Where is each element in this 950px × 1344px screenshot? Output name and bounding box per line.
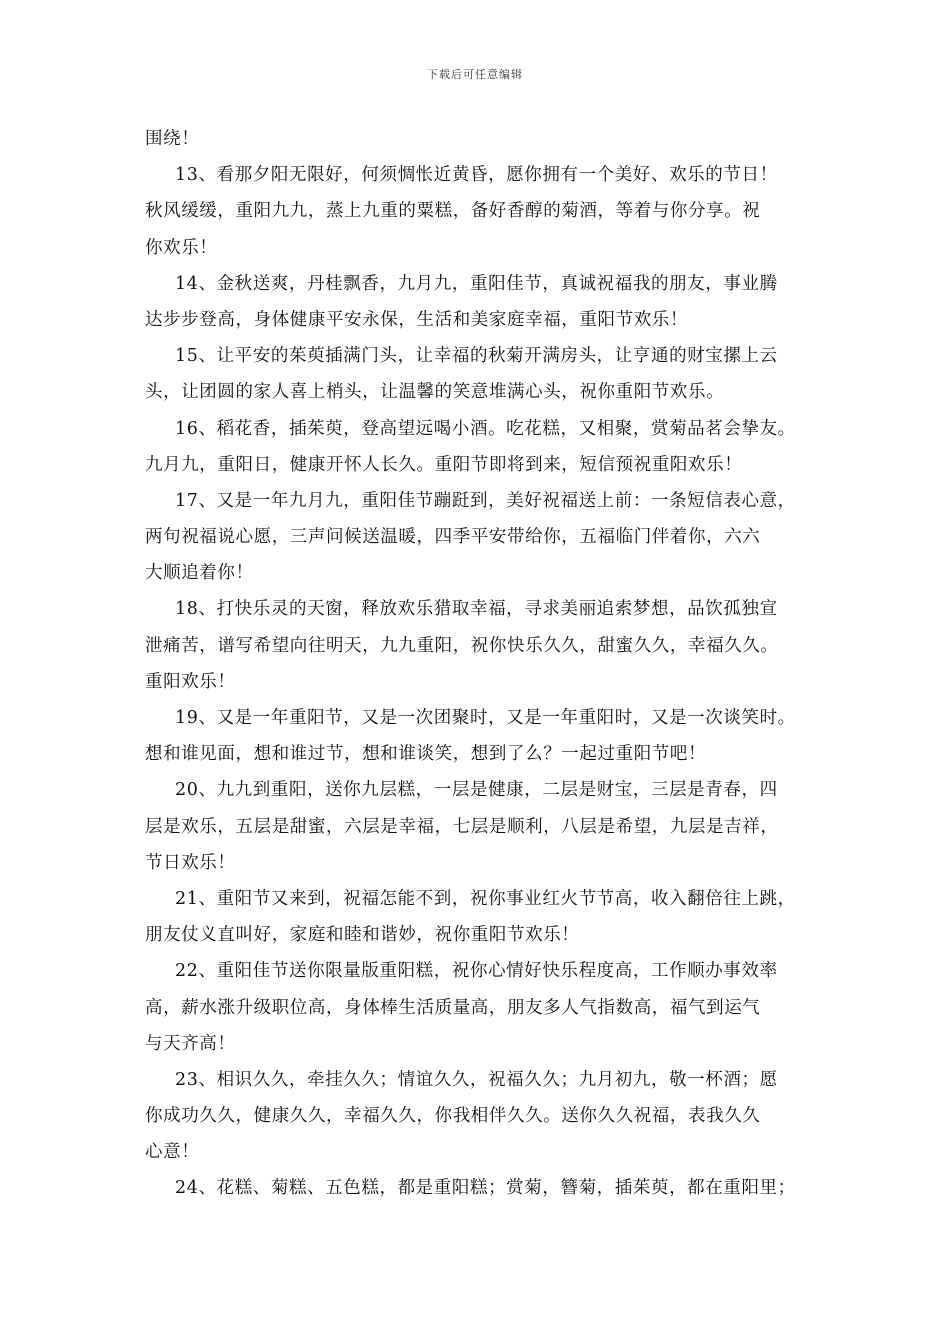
text-line: 头，让团圆的家人喜上梢头，让温馨的笑意堆满心头，祝你重阳节欢乐。 [145, 382, 725, 403]
page-header: 下载后可任意编辑 [427, 68, 523, 81]
text-line: 围绕！ [145, 129, 200, 149]
text-line: 达步步登高，身体健康平安永保，生活和美家庭幸福，重阳节欢乐！ [145, 309, 688, 330]
text-line: 层是欢乐，五层是甜蜜，六层是幸福，七层是顺利，八层是希望，九层是吉祥， [145, 816, 779, 837]
text-line: 高，薪水涨升级职位高，身体棒生活质量高，朋友多人气指数高，福气到运气 [145, 997, 761, 1018]
text-line: 节日欢乐！ [145, 852, 236, 873]
text-line: 你成功久久，健康久久，幸福久久，你我相伴久久。送你久久祝福，表我久久 [145, 1106, 761, 1127]
text-line: 21、重阳节又来到，祝福怎能不到，祝你事业红火节节高，收入翻倍往上跳， [175, 888, 796, 909]
text-line: 朋友仗义直叫好，家庭和睦和谐妙，祝你重阳节欢乐！ [145, 925, 580, 946]
text-line: 16、稻花香，插茱萸，登高望远喝小酒。吃花糕，又相聚，赏菊品茗会挚友。 [175, 418, 796, 439]
text-line: 心意！ [145, 1142, 200, 1163]
text-line: 22、重阳佳节送你限量版重阳糕，祝你心情好快乐程度高，工作顺办事效率 [175, 961, 778, 982]
text-line: 两句祝福说心愿，三声问候送温暖，四季平安带给你，五福临门伴着你，六六 [145, 527, 761, 548]
text-line: 你欢乐！ [145, 237, 218, 258]
text-line: 18、打快乐灵的天窗，释放欢乐猎取幸福，寻求美丽追索梦想，品饮孤独宣 [175, 599, 778, 620]
text-line: 重阳欢乐！ [145, 671, 236, 692]
text-line: 想和谁见面，想和谁过节，想和谁谈笑，想到了么？一起过重阳节吧！ [145, 744, 707, 765]
text-line: 15、让平安的茱萸插满门头，让幸福的秋菊开满房头，让亨通的财宝摞上云 [175, 346, 778, 367]
text-line: 23、相识久久，牵挂久久；情谊久久，祝福久久；九月初九，敬一杯酒；愿 [175, 1069, 778, 1090]
document-body [145, 121, 825, 1207]
text-line: 大顺追着你！ [145, 563, 254, 584]
text-line: 与天齐高！ [145, 1033, 236, 1054]
text-line: 九月九，重阳日，健康开怀人长久。重阳节即将到来，短信预祝重阳欢乐！ [145, 454, 743, 475]
text-line: 24、花糕、菊糕、五色糕，都是重阳糕；赏菊，簪菊，插茱萸，都在重阳里； [175, 1178, 796, 1199]
text-line: 19、又是一年重阳节，又是一次团聚时，又是一年重阳时，又是一次谈笑时。 [175, 708, 796, 728]
text-line: 秋风缓缓，重阳九九，蒸上九重的粟糕，备好香醇的菊酒，等着与你分享。祝 [145, 201, 761, 222]
text-line: 14、金秋送爽，丹桂飘香，九月九，重阳佳节，真诚祝福我的朋友，事业腾 [175, 273, 778, 294]
text-line: 泄痛苦，谱写希望向往明天，九九重阳，祝你快乐久久，甜蜜久久，幸福久久。 [145, 635, 779, 656]
text-line: 20、九九到重阳，送你九层糕，一层是健康，二层是财宝，三层是青春，四 [175, 780, 778, 801]
text-line: 17、又是一年九月九，重阳佳节蹦跹到，美好祝福送上前：一条短信表心意， [175, 490, 796, 511]
text-line: 13、看那夕阳无限好，何须惆怅近黄昏，愿你拥有一个美好、欢乐的节日！ [175, 165, 778, 186]
